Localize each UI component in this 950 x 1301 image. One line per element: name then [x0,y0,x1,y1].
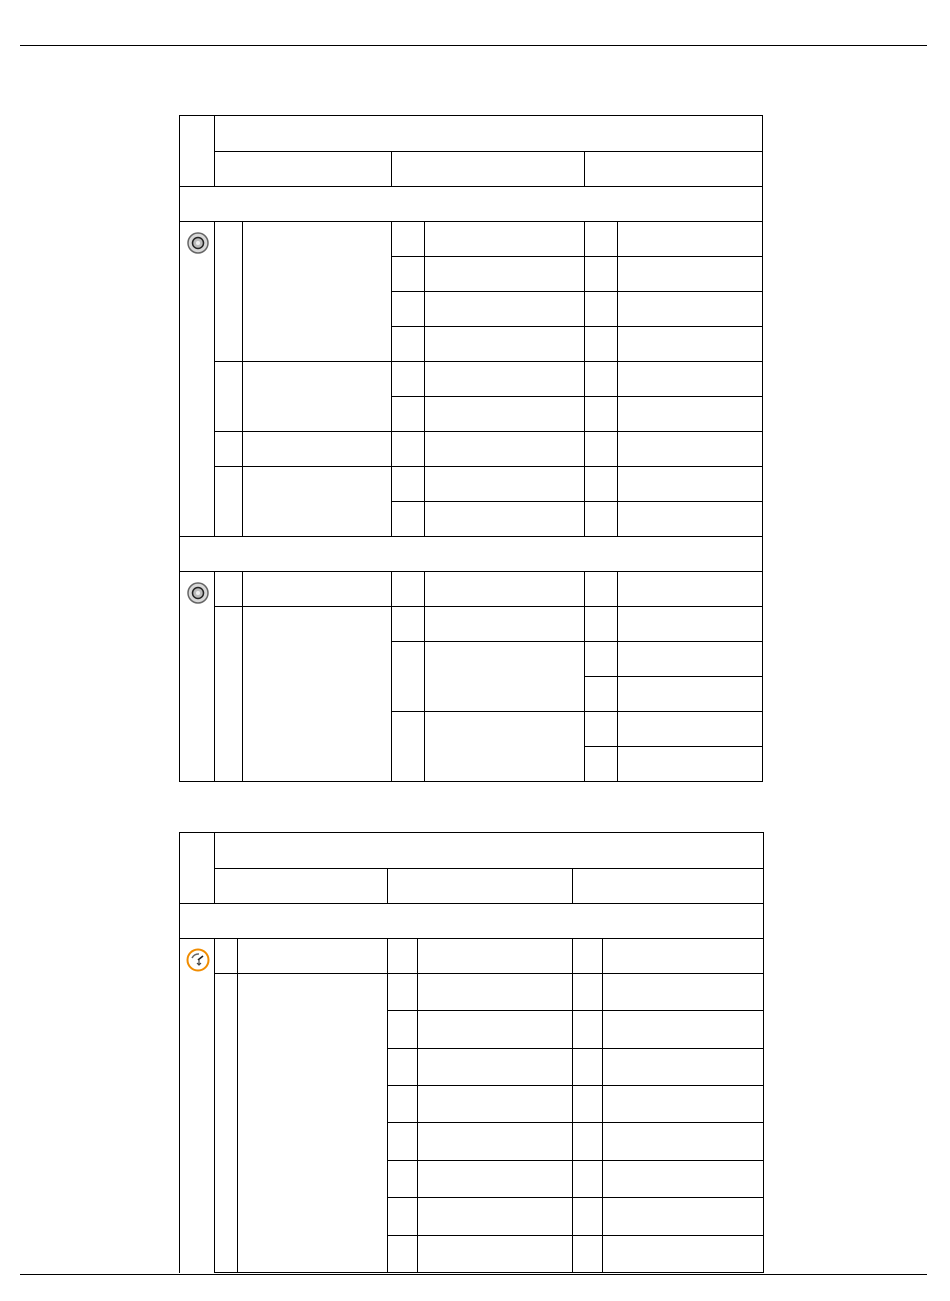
grid-line [179,903,764,904]
grid-line [179,115,763,116]
grid-line [424,571,425,782]
cd-disc-icon [187,232,209,254]
grid-line [387,1197,764,1198]
grid-line [417,938,418,1273]
grid-line [179,781,763,782]
grid-line [179,832,180,1273]
grid-line [387,1085,764,1086]
grid-line [179,938,764,939]
grid-line [214,466,763,467]
grid-line [214,151,763,152]
grid-line [572,868,573,904]
grid-line [179,571,763,572]
grid-line [391,291,763,292]
grid-line [237,938,238,1273]
grid-line [584,221,585,537]
grid-line [387,868,388,904]
grid-line [179,536,763,537]
grid-line [179,832,764,833]
grid-line [214,361,763,362]
footer-rule [20,1274,927,1275]
grid-line [179,221,763,222]
grid-line [387,1235,764,1236]
grid-line [387,1048,764,1049]
grid-line [391,256,763,257]
grid-line [391,711,763,712]
grid-line [391,501,763,502]
grid-line [762,115,763,782]
grid-line [572,938,573,1273]
grid-line [584,676,763,677]
grid-line [242,571,243,782]
grid-line [391,151,392,187]
grid-line [391,396,763,397]
grid-line [179,115,180,782]
grid-line [617,221,618,537]
grid-line [214,868,764,869]
grid-line [387,1160,764,1161]
cd-disc-icon [187,582,209,604]
grid-line [387,1010,764,1011]
grid-line [391,641,763,642]
grid-line [214,571,215,782]
grid-line [391,326,763,327]
grid-line [242,221,243,537]
grid-line [391,571,392,782]
grid-line [214,973,764,974]
grid-line [387,1122,764,1123]
grid-line [763,832,764,1273]
grid-line [424,221,425,537]
grid-line [214,221,215,537]
grid-line [584,151,585,187]
grid-line [214,1272,764,1273]
grid-line [214,431,763,432]
grid-line [391,221,392,537]
grid-line [387,938,388,1273]
grid-line [214,938,215,1273]
dial-gauge-icon [186,948,208,970]
header-rule [20,45,927,46]
grid-line [584,746,763,747]
grid-line [179,186,763,187]
grid-line [602,938,603,1273]
grid-line [214,606,763,607]
